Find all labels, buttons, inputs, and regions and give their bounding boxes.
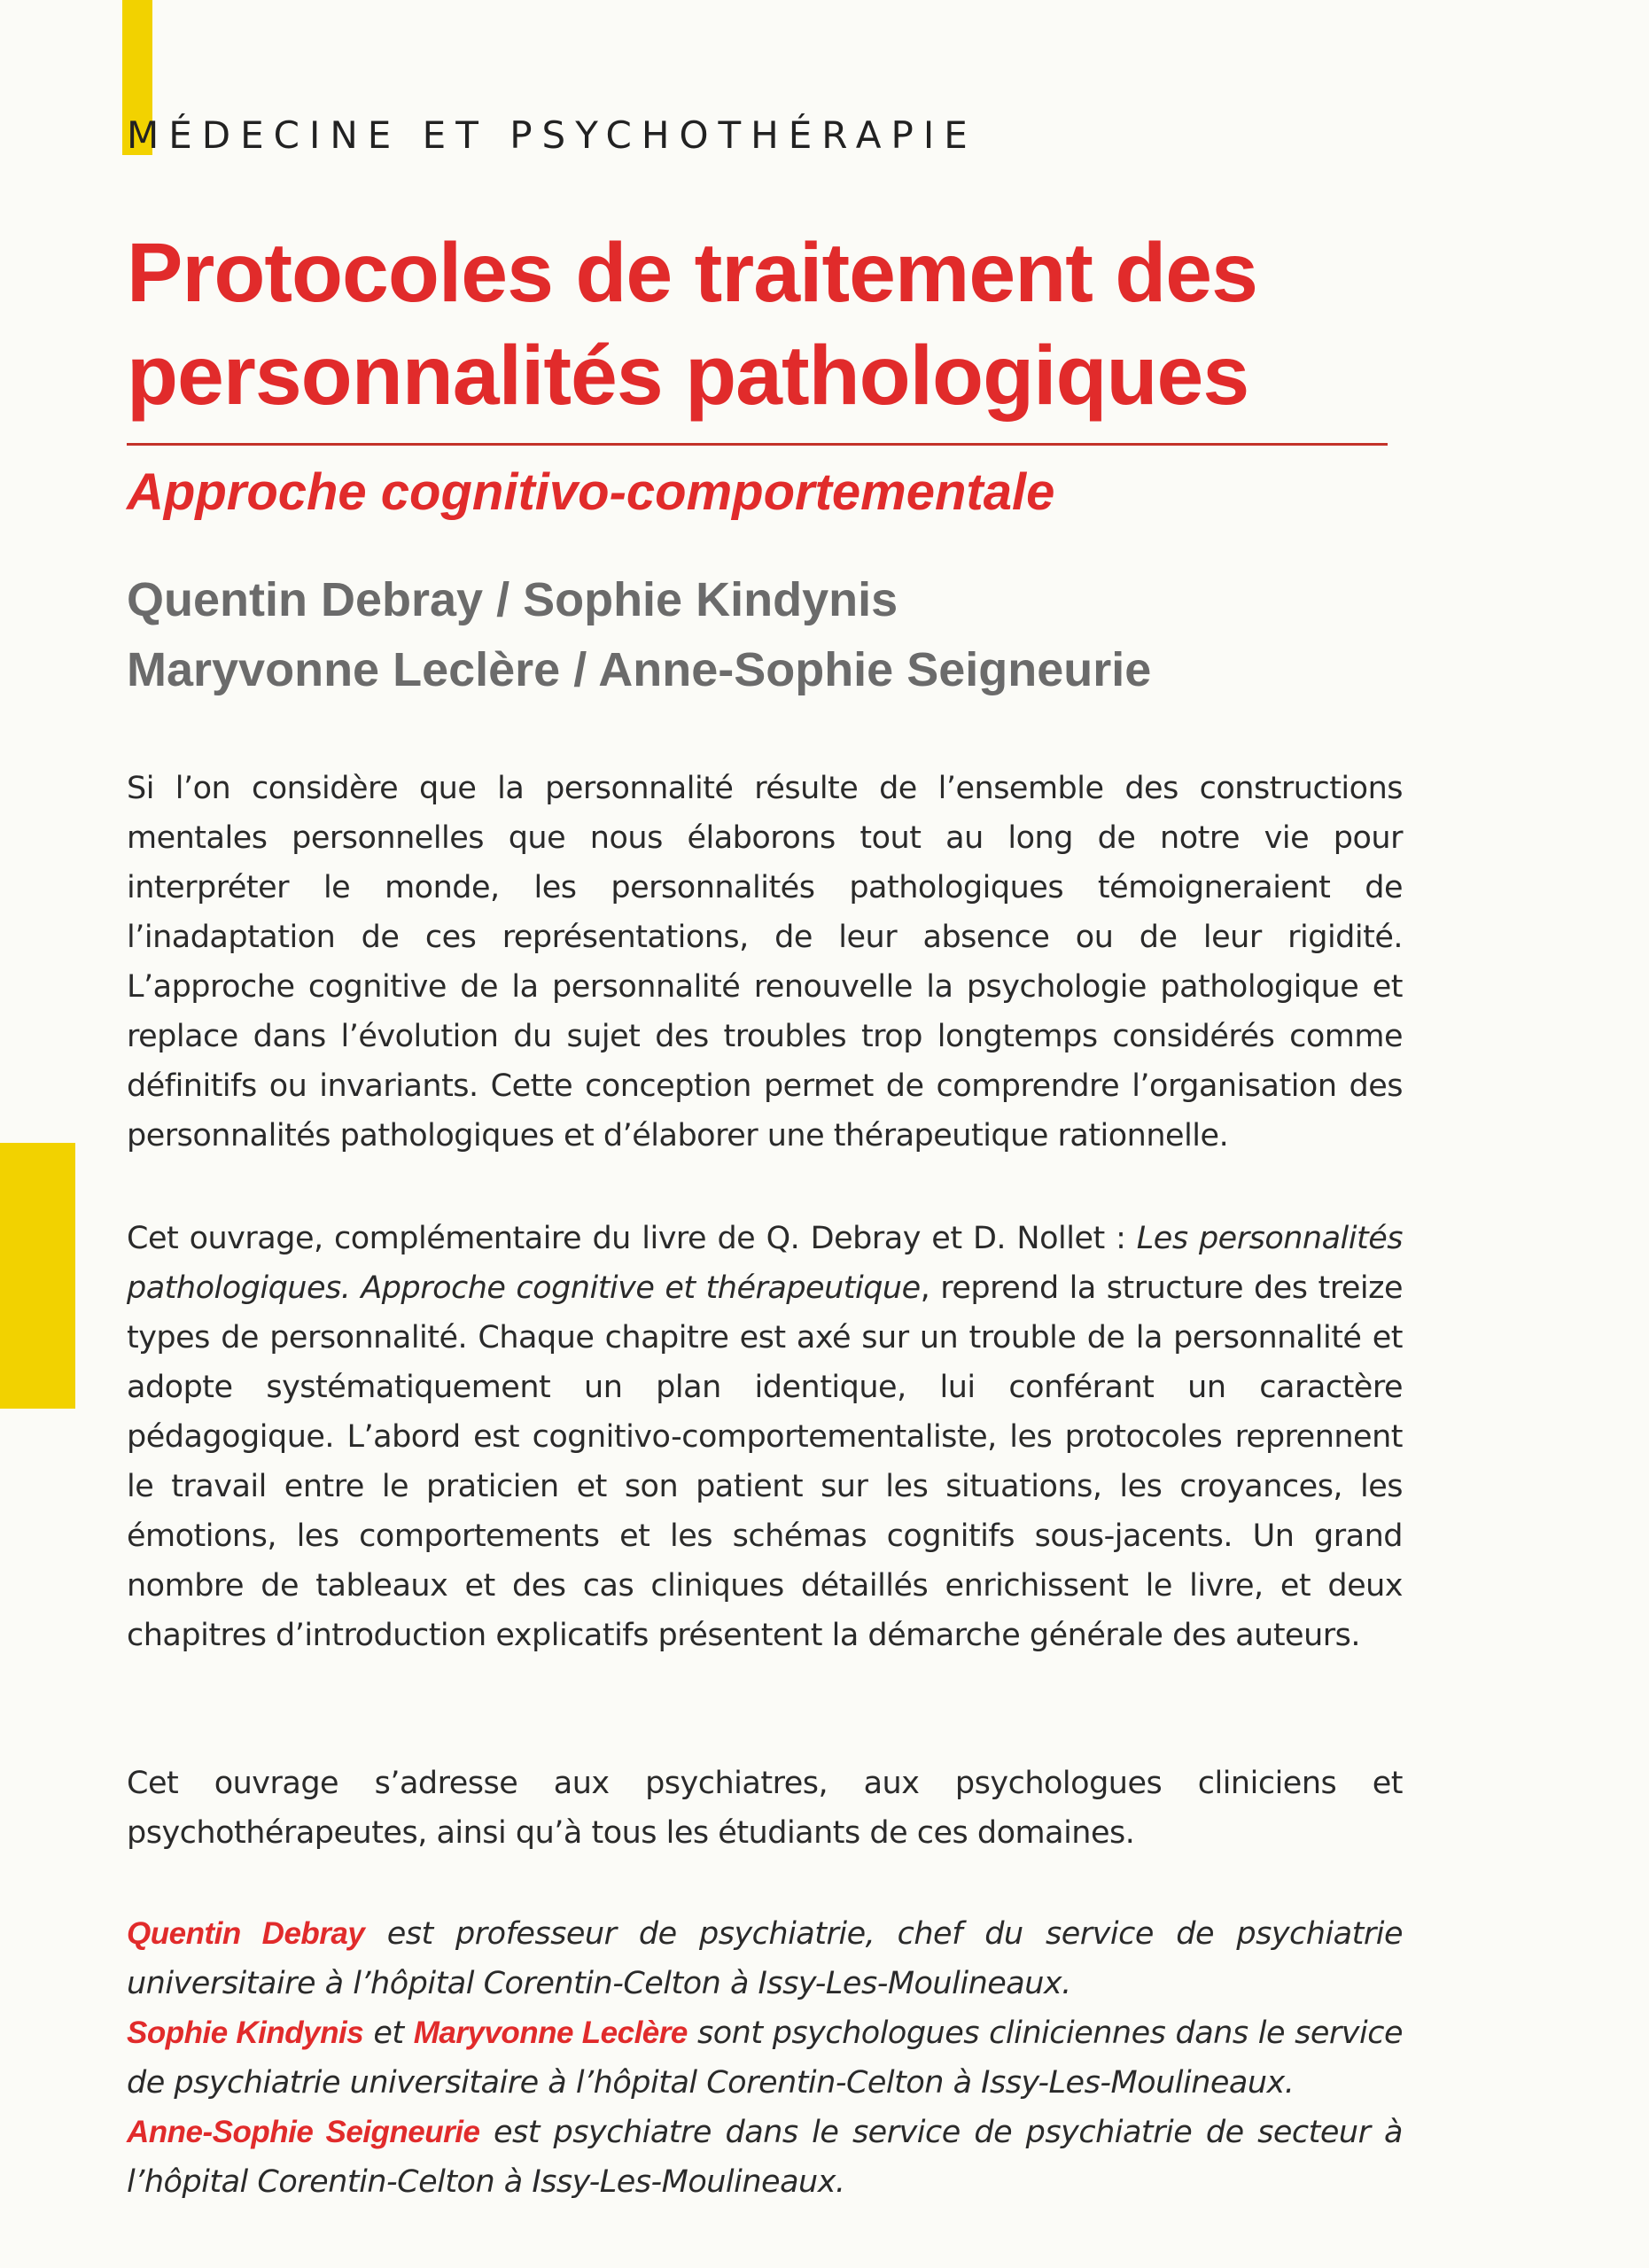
title-line-2: personnalités pathologiques xyxy=(127,329,1249,423)
yellow-accent-bar-side xyxy=(0,1143,75,1409)
authors-line-2: Maryvonne Leclère / Anne-Sophie Seigneurie xyxy=(127,643,1152,696)
bio-text: sont psychologues cliniciennes dans le service de psychiatrie universitaire à l’hôpital Corentin-Celton à Issy-Les-Moulineaux. xyxy=(127,2016,1403,2101)
description-paragraph-2 xyxy=(127,1214,1403,1660)
bio-author-name: Maryvonne Leclère xyxy=(413,2016,688,2050)
authors-list xyxy=(127,565,1151,705)
bio-text: est professeur de psychiatrie, chef du service de psychiatrie universitaire à l’hôpital Corentin-Celton à Issy-Les-Moulineaux. xyxy=(127,1916,1403,2001)
bio-text: est psychiatre dans le service de psychiatrie de secteur à l’hôpital Corentin-Celton à Issy-Les-Moulineaux. xyxy=(127,2115,1403,2200)
description-paragraph-1: Si l’on considère que la personnalité résulte de l’ensemble des constructions mentales personnelles que nous élaborons tout au long de notre vie pour interpréter le monde, les personnalités pathologiques témoigneraient de l’inadaptation de ces représentations, de leur absence ou de leur rigidité. L’approche cognitive de la personnalité renouvelle la psychologie pathologique et replace dans l’évolution du sujet des troubles trop longtemps considérés comme définitifs ou invariants. Cette conception permet de comprendre l’organisation des personnalités pathologiques et d’élaborer une thérapeutique rationnelle. xyxy=(127,771,1403,1153)
author-bios xyxy=(127,1909,1403,2207)
bio-author-name: Quentin Debray xyxy=(127,1916,365,1951)
paragraph-2-end: , reprend la structure des treize types de personnalité. Chaque chapitre est axé sur un trouble de la personnalité et adopte systématiquement un plan identique, lui conférant un caractère pédagogique. L’abord est cognitivo-comportementaliste, les protocoles reprennent le travail entre le praticien et son patient sur les situations, les croyances, les émotions, les comportements et les schémas cognitifs sous-jacents. Un grand nombre de tableaux et des cas cliniques détaillés enrichissent le livre, et deux chapitres d’introduction explicatifs présentent la démarche générale des auteurs. xyxy=(127,1270,1403,1653)
book-subtitle: Approche cognitivo-comportementale xyxy=(127,463,1055,521)
author-bio-1 xyxy=(127,1909,1403,2008)
description-paragraph-3: Cet ouvrage s’adresse aux psychiatres, aux psychologues cliniciens et psychothérapeutes, ainsi qu’à tous les étudiants de ces domaines. xyxy=(127,1766,1403,1851)
bio-author-name: Sophie Kindynis xyxy=(127,2016,364,2050)
author-bio-3 xyxy=(127,2108,1403,2207)
title-line-1: Protocoles de traitement des xyxy=(127,226,1257,320)
series-name: MÉDECINE ET PSYCHOTHÉRAPIE xyxy=(127,113,977,157)
cited-book-title: Les personnalités pathologiques. Approche cognitive et thérapeutique xyxy=(127,1221,1403,1306)
bio-author-name: Anne-Sophie Seigneurie xyxy=(127,2115,480,2149)
author-bio-2 xyxy=(127,2008,1403,2108)
paragraph-2-start: Cet ouvrage, complémentaire du livre de Q. Debray et D. Nollet : xyxy=(127,1221,1137,1256)
bio-connector: et xyxy=(363,2016,414,2051)
book-title xyxy=(127,221,1509,427)
authors-line-1: Quentin Debray / Sophie Kindynis xyxy=(127,573,898,626)
title-divider xyxy=(127,443,1388,446)
